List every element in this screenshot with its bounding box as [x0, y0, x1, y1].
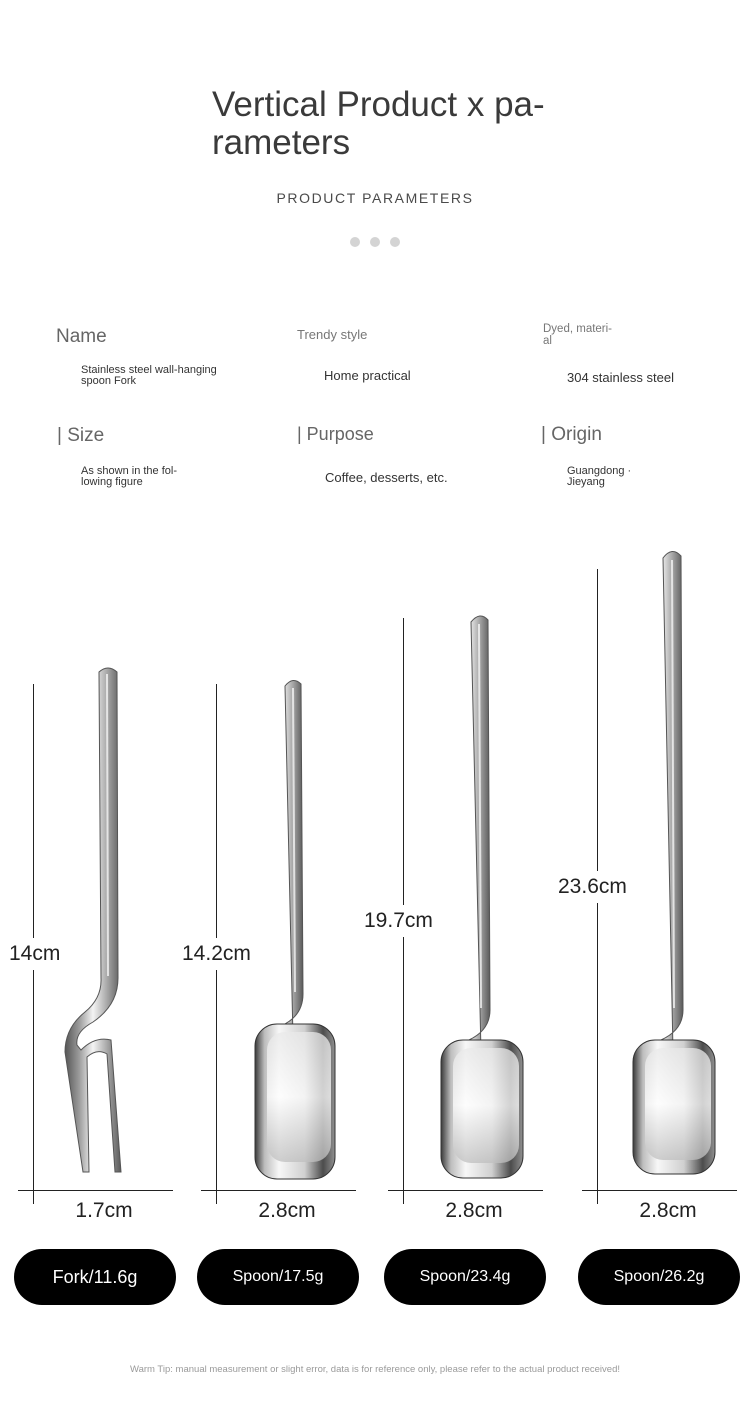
- param-style-label: Trendy style: [297, 327, 368, 342]
- fork-image: [55, 660, 135, 1180]
- length-label: 19.7cm: [362, 905, 435, 937]
- product-pill-spoon-3: Spoon/26.2g: [578, 1249, 740, 1305]
- param-origin-label: | Origin: [541, 424, 602, 445]
- spoon-image: [245, 674, 345, 1184]
- dot: [390, 237, 400, 247]
- decorative-dots: [0, 234, 750, 252]
- width-dimension-line: [582, 1190, 737, 1191]
- spoon-image: [433, 610, 533, 1180]
- length-label: 14cm: [7, 938, 62, 970]
- width-dimension-line: [18, 1190, 173, 1191]
- width-dimension-line: [201, 1190, 356, 1191]
- width-label: 2.8cm: [445, 1199, 503, 1222]
- dot: [370, 237, 380, 247]
- param-name-value: Stainless steel wall-hanging spoon Fork: [81, 364, 217, 387]
- param-size-label: | Size: [57, 425, 105, 446]
- width-label: 1.7cm: [75, 1199, 133, 1222]
- dot: [350, 237, 360, 247]
- spoon-image: [627, 546, 727, 1180]
- width-label: 2.8cm: [639, 1199, 697, 1222]
- param-purpose-label: | Purpose: [297, 424, 374, 444]
- length-label: 23.6cm: [556, 871, 629, 903]
- page-title: Vertical Product x pa- rameters: [212, 85, 545, 162]
- param-style-value: Home practical: [324, 368, 411, 383]
- page-subtitle: PRODUCT PARAMETERS: [276, 190, 474, 206]
- param-material-value: 304 stainless steel: [567, 370, 674, 385]
- param-origin-value: Guangdong · Jieyang: [567, 465, 632, 488]
- width-dimension-line: [388, 1190, 543, 1191]
- product-pill-spoon-1: Spoon/17.5g: [197, 1249, 359, 1305]
- warm-tip-note: Warm Tip: manual measurement or slight error, data is for reference only, please refer to the actual product received!: [129, 1364, 620, 1375]
- width-label: 2.8cm: [258, 1199, 316, 1222]
- product-pill-spoon-2: Spoon/23.4g: [384, 1249, 546, 1305]
- product-pill-fork: Fork/11.6g: [14, 1249, 176, 1305]
- length-label: 14.2cm: [180, 938, 253, 970]
- param-purpose-value: Coffee, desserts, etc.: [325, 470, 448, 485]
- param-name-label: Name: [56, 326, 107, 347]
- param-material-label: Dyed, materi- al: [543, 323, 613, 347]
- param-size-value: As shown in the fol- lowing figure: [81, 465, 177, 488]
